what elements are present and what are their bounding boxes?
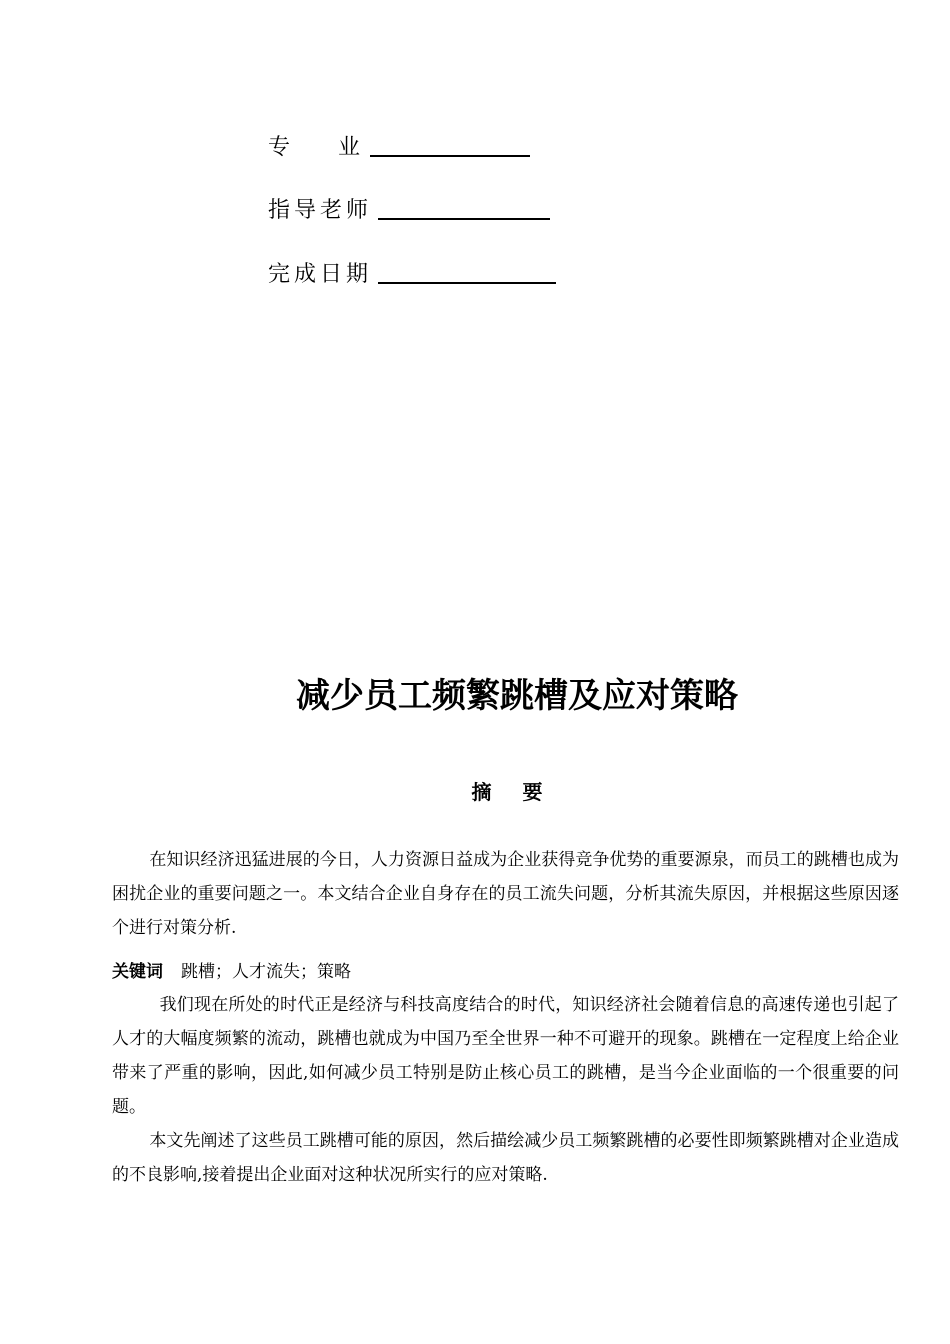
major-field [268,137,530,159]
abstract-heading: 摘 要 [471,780,555,804]
completion-date-label: 完成日期 [268,262,373,287]
abstract-paragraph: 在知识经济迅猛进展的今日，人力资源日益成为企业获得竞争优势的重要源泉，而员工的跳槽也成为困扰企业的重要问题之一。本文结合企业自身存在的员工流失问题，分析其流失原因，并根据这些原因逐个进行对策分析. [112,850,899,938]
keywords-value: 跳槽；人才流失；策略 [181,962,351,982]
completion-date-blank-line [378,282,556,284]
advisor-label: 指导老师 [268,198,373,223]
keywords-line [112,955,899,989]
introduction-section [112,988,899,1192]
completion-date-field [268,264,556,286]
advisor-blank-line [378,218,550,220]
body-paragraph: 我们现在所处的时代正是经济与科技高度结合的时代，知识经济社会随着信息的高速传递也引起了人才的大幅度频繁的流动，跳槽也就成为中国乃至全世界一种不可避开的现象。跳槽在一定程度上给企业带来了严重的影响，因此,如何减少员工特别是防止核心员工的跳槽，是当今企业面临的一个很重要的问题。 [112,995,899,1117]
abstract-section [112,843,899,945]
keywords-label: 关键词 [112,962,163,982]
major-blank-line [370,155,530,157]
advisor-field [268,200,550,222]
body-paragraph: 本文先阐述了这些员工跳槽可能的原因，然后描绘减少员工频繁跳槽的必要性即频繁跳槽对企业造成的不良影响,接着提出企业面对这种状况所实行的应对策略. [112,1131,899,1185]
document-title: 减少员工频繁跳槽及应对策略 [296,676,738,716]
major-label: 专 业 [268,135,364,160]
